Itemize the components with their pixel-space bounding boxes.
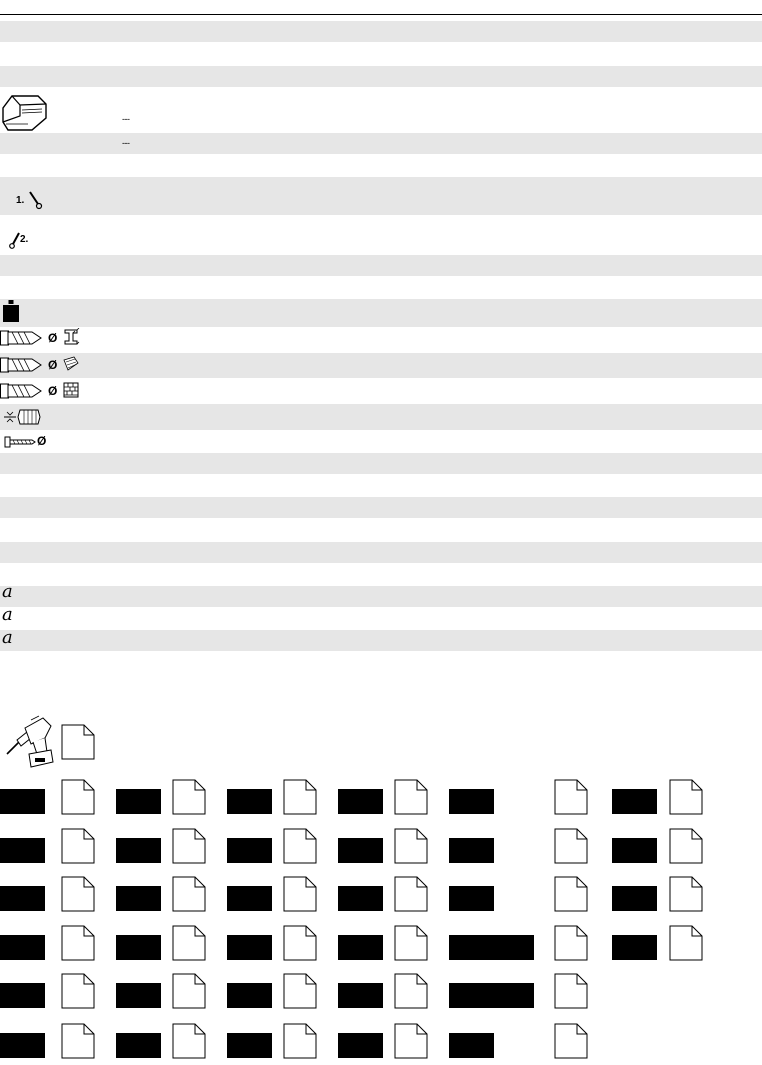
language-code-label[interactable] xyxy=(449,838,494,863)
diameter-symbol: Ø xyxy=(48,358,58,372)
page-icon[interactable] xyxy=(394,973,428,1009)
table-row-band xyxy=(0,353,762,378)
table-row-band xyxy=(0,497,762,518)
page-icon[interactable] xyxy=(554,779,588,815)
language-code-label[interactable] xyxy=(116,983,161,1008)
screwdriver-icon xyxy=(27,190,43,210)
language-code-label[interactable] xyxy=(227,886,272,911)
page-icon[interactable] xyxy=(283,973,317,1009)
table-row-band xyxy=(0,21,762,42)
screw-icon xyxy=(4,436,36,448)
page-icon[interactable] xyxy=(172,1023,206,1059)
page-icon[interactable] xyxy=(554,828,588,864)
page-icon[interactable] xyxy=(283,1023,317,1059)
table-row-band xyxy=(0,133,762,154)
drill-bit-icon xyxy=(0,330,42,346)
table-row-band xyxy=(0,453,762,474)
table-row-band xyxy=(0,627,762,651)
language-code-label[interactable] xyxy=(0,838,45,863)
page-icon[interactable] xyxy=(61,973,95,1009)
italic-a-marker: a xyxy=(2,581,13,602)
language-code-label[interactable] xyxy=(612,935,657,960)
language-code-label[interactable] xyxy=(227,935,272,960)
language-code-label[interactable] xyxy=(116,838,161,863)
language-code-label[interactable] xyxy=(449,983,534,1008)
language-code-label[interactable] xyxy=(449,886,494,911)
table-row-band xyxy=(0,586,762,607)
language-code-label[interactable] xyxy=(0,789,45,814)
top-rule xyxy=(0,14,762,15)
page-icon[interactable] xyxy=(283,779,317,815)
page-icon[interactable] xyxy=(669,828,703,864)
page-icon[interactable] xyxy=(394,828,428,864)
page-icon[interactable] xyxy=(61,828,95,864)
language-code-label[interactable] xyxy=(338,886,383,911)
page-icon[interactable] xyxy=(61,1023,95,1059)
language-code-label[interactable] xyxy=(338,1033,383,1058)
language-code-label[interactable] xyxy=(116,789,161,814)
page-icon[interactable] xyxy=(283,828,317,864)
page-icon[interactable] xyxy=(394,925,428,961)
page-icon xyxy=(61,724,95,760)
diameter-symbol: Ø xyxy=(48,331,58,345)
page-icon[interactable] xyxy=(554,973,588,1009)
language-code-label[interactable] xyxy=(612,789,657,814)
page-icon[interactable] xyxy=(61,779,95,815)
page-icon[interactable] xyxy=(61,876,95,912)
table-row-band xyxy=(0,177,762,215)
page-icon[interactable] xyxy=(172,779,206,815)
language-code-label[interactable] xyxy=(0,886,45,911)
diameter-symbol: Ø xyxy=(48,384,58,398)
language-code-label[interactable] xyxy=(449,935,534,960)
language-code-label[interactable] xyxy=(0,935,45,960)
page-icon[interactable] xyxy=(283,876,317,912)
dc-symbol: --- xyxy=(122,114,130,124)
language-code-label[interactable] xyxy=(0,983,45,1008)
language-code-label[interactable] xyxy=(227,838,272,863)
diameter-symbol: Ø xyxy=(37,434,47,448)
step-2-label: 2. xyxy=(20,234,29,245)
italic-a-marker: a xyxy=(2,604,13,625)
dc-symbol: --- xyxy=(122,138,130,148)
language-code-label[interactable] xyxy=(338,789,383,814)
language-code-label[interactable] xyxy=(612,886,657,911)
masonry-icon xyxy=(62,381,80,399)
page-icon[interactable] xyxy=(172,973,206,1009)
page-icon[interactable] xyxy=(554,876,588,912)
table-row-band xyxy=(0,404,762,430)
language-code-label[interactable] xyxy=(116,935,161,960)
page-icon[interactable] xyxy=(172,876,206,912)
language-code-label[interactable] xyxy=(227,789,272,814)
page-icon[interactable] xyxy=(554,1023,588,1059)
language-code-label[interactable] xyxy=(116,886,161,911)
page-icon[interactable] xyxy=(669,779,703,815)
page-icon[interactable] xyxy=(394,876,428,912)
language-code-label[interactable] xyxy=(449,1033,494,1058)
page-icon[interactable] xyxy=(394,779,428,815)
drill-bit-icon xyxy=(0,357,42,373)
step-1-label: 1. xyxy=(16,195,25,206)
language-code-label[interactable] xyxy=(612,838,657,863)
language-code-label[interactable] xyxy=(338,935,383,960)
table-row-band xyxy=(0,66,762,87)
language-code-label[interactable] xyxy=(338,983,383,1008)
page-icon[interactable] xyxy=(554,925,588,961)
language-code-label[interactable] xyxy=(0,1033,45,1058)
battery-pack-icon xyxy=(0,92,50,134)
wood-icon xyxy=(62,355,80,373)
page-icon[interactable] xyxy=(283,925,317,961)
page-icon[interactable] xyxy=(669,876,703,912)
chuck-range-icon xyxy=(2,407,42,427)
drill-bit-icon xyxy=(0,383,42,399)
language-code-label[interactable] xyxy=(449,789,494,814)
page-icon[interactable] xyxy=(394,1023,428,1059)
table-row-band xyxy=(0,299,762,327)
language-code-label[interactable] xyxy=(338,838,383,863)
page-icon[interactable] xyxy=(669,925,703,961)
steel-beam-icon xyxy=(62,328,80,346)
table-row-band xyxy=(0,542,762,563)
italic-a-marker: a xyxy=(2,627,13,648)
page-icon[interactable] xyxy=(172,925,206,961)
page-icon[interactable] xyxy=(172,828,206,864)
page-icon[interactable] xyxy=(61,925,95,961)
language-code-label[interactable] xyxy=(227,1033,272,1058)
weight-icon xyxy=(2,300,20,322)
language-code-label[interactable] xyxy=(116,1033,161,1058)
language-code-label[interactable] xyxy=(227,983,272,1008)
table-row-band xyxy=(0,255,762,276)
cordless-drill-icon xyxy=(5,714,55,770)
